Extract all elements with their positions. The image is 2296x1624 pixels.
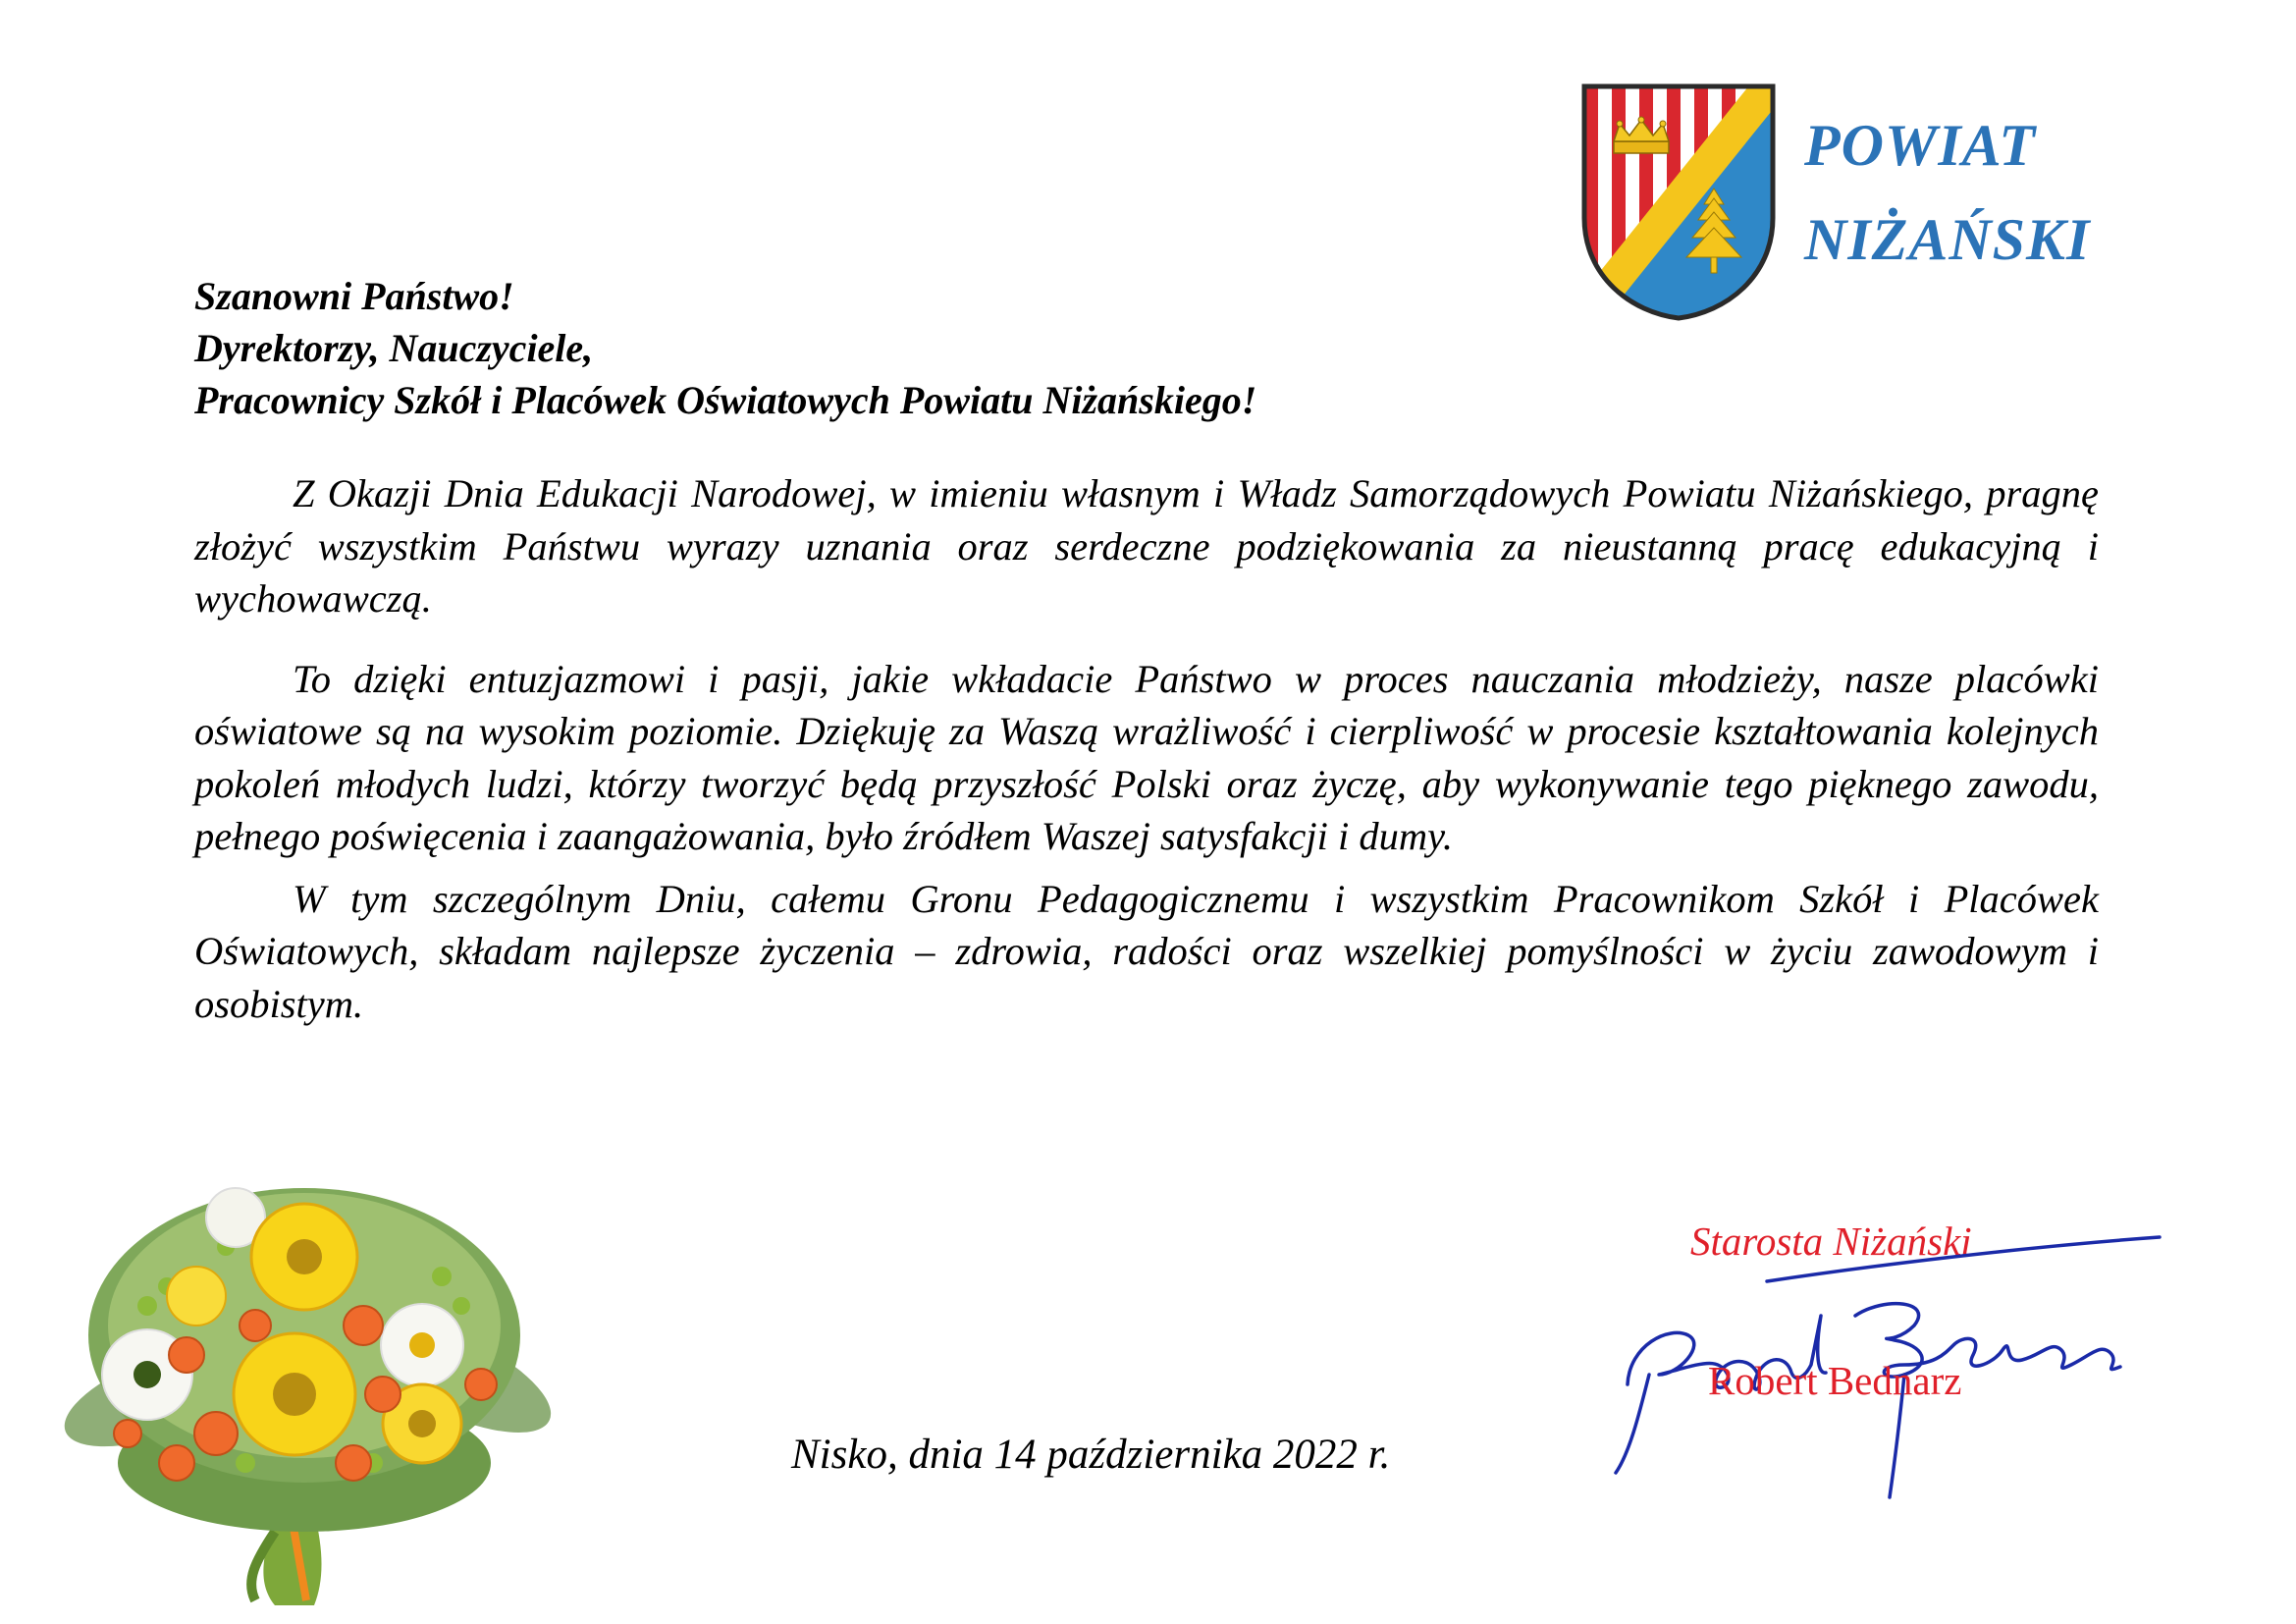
powiat-name bbox=[1804, 98, 2090, 287]
body-paragraph-2: To dzięki entuzjazmowi i pasji, jakie wkładacie Państwo w proces nauczania młodzieży, nasze placówki oświatowe są na wysokim poziomie. Dziękuję za Waszą wrażliwość i cierpliwość w procesie kształtowania kolejnych pokoleń młodych ludzi, którzy tworzyć będą przyszłość Polski oraz życzę, aby wykonywanie tego pięknego zawodu, pełnego poświęcenia i zaangażowania, było źródłem Waszej satysfakcji i dumy. bbox=[194, 656, 2099, 858]
greeting-line-3: Pracownicy Szkół i Placówek Oświatowych Powiatu Niżańskiego! bbox=[194, 378, 1257, 422]
place-and-date: Nisko, dnia 14 października 2022 r. bbox=[791, 1432, 1391, 1478]
signatory-title: Starosta Niżański bbox=[1690, 1218, 1972, 1264]
greeting-line-2: Dyrektorzy, Nauczyciele, bbox=[194, 326, 594, 370]
powiat-name-line1: POWIAT bbox=[1804, 113, 2037, 178]
greeting bbox=[194, 270, 1256, 426]
signatory-name: Robert Bednarz bbox=[1708, 1358, 1962, 1403]
coat-of-arms-emblem bbox=[1578, 81, 1779, 322]
body-paragraph-1: Z Okazji Dnia Edukacji Narodowej, w imieniu własnym i Władz Samorządowych Powiatu Niżańskiego, pragnę złożyć wszystkim Państwu wyrazy uznania oraz serdeczne podziękowania za nieustanną pracę edukacyjną i wychowawczą. bbox=[194, 471, 2099, 621]
body-paragraph-3: W tym szczególnym Dniu, całemu Gronu Pedagogicznemu i wszystkim Pracownikom Szkół i Placówek Oświatowych, składam najlepsze życzenia – zdrowia, radości oraz wszelkiej pomyślności w życiu zawodowym i osobistym. bbox=[194, 876, 2099, 1026]
flower-bouquet-image bbox=[29, 1139, 579, 1610]
powiat-name-line2: NIŻAŃSKI bbox=[1804, 207, 2091, 272]
letter-body bbox=[194, 467, 2099, 1030]
greeting-line-1: Szanowni Państwo! bbox=[194, 274, 514, 318]
